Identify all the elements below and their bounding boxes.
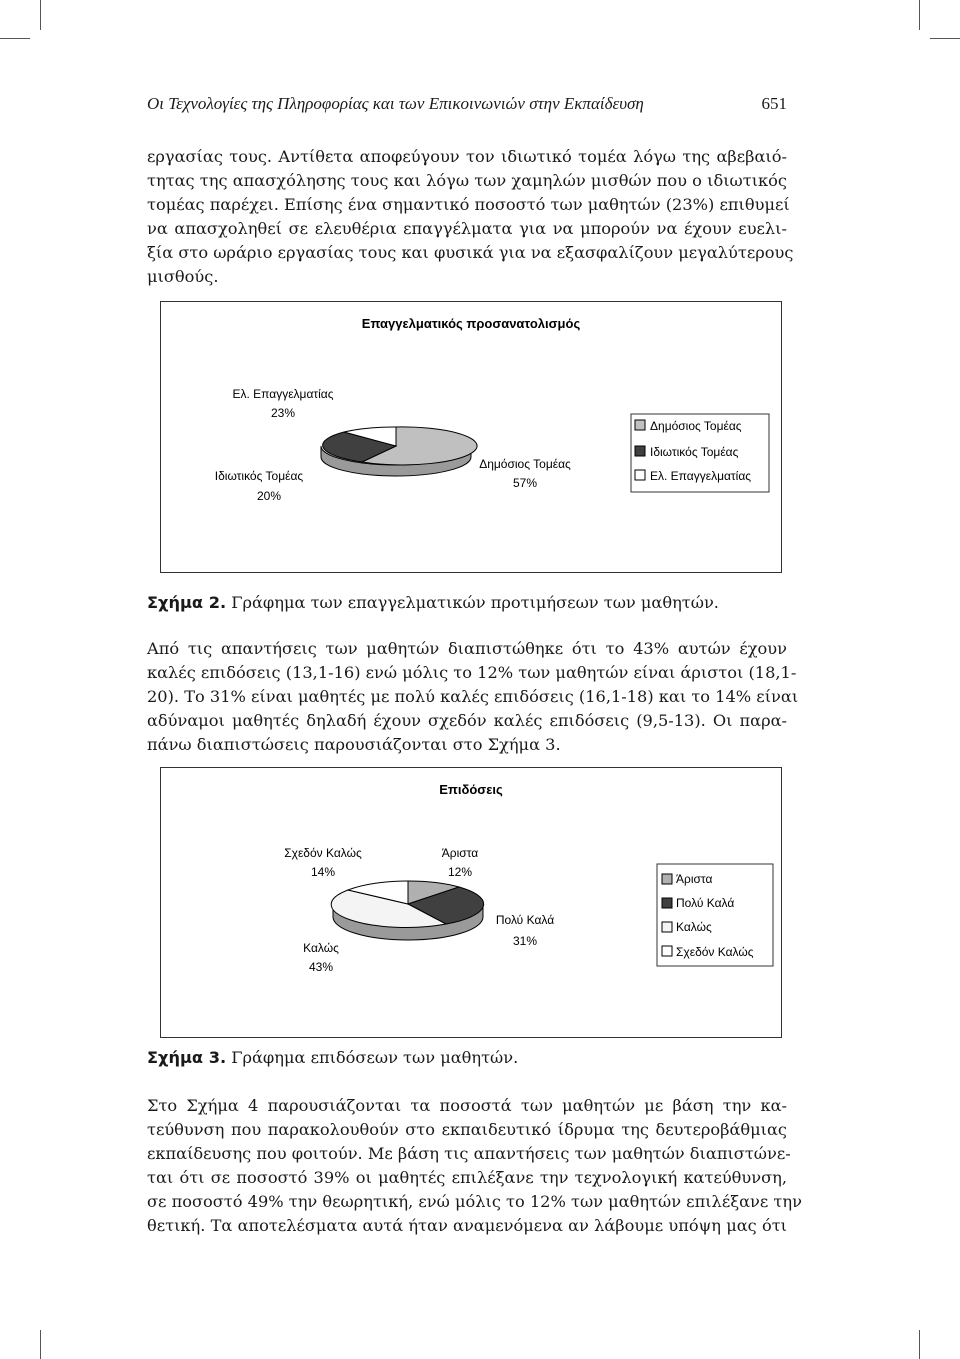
text-line: σε ποσοστό 49% την θεωρητική, ενώ μόλις το 12% των μαθητών επιλέξανε την [147, 1192, 802, 1211]
crop-mark [40, 1330, 41, 1359]
label-freelance: Ελ. Επαγγελματίας [232, 387, 334, 401]
figure-2-caption [147, 593, 719, 612]
text-line: θετική. Τα αποτελέσματα αυτά ήταν αναμενόμενα αν λάβουμε υπόψη μας ότι [147, 1216, 787, 1235]
label-good: Καλώς [303, 941, 339, 955]
crop-mark [919, 1330, 920, 1359]
pie-2-group [331, 881, 483, 940]
legend-swatch-public [635, 420, 645, 430]
value-good: 43% [308, 960, 334, 974]
legend-swatch-freelance [635, 470, 645, 480]
caption-text: Γράφημα επιδόσεων των μαθητών. [226, 1048, 519, 1067]
pie-chart-2 [161, 768, 781, 1037]
legend-label-public: Δημόσιος Τομέας [650, 419, 742, 433]
legend-swatch-private [635, 446, 645, 456]
crop-mark [930, 38, 960, 39]
value-public: 57% [512, 476, 538, 490]
legend-label-good: Καλώς [676, 920, 712, 934]
paragraph-3 [147, 1094, 802, 1238]
chart-performance [160, 767, 782, 1038]
caption-label: Σχήμα 2. [147, 593, 227, 612]
paragraph-1 [147, 145, 794, 289]
text-line: πάνω διαπιστώσεις παρουσιάζονται στο Σχήμα 3. [147, 735, 561, 754]
crop-mark [40, 0, 41, 30]
text-line: Στο Σχήμα 4 παρουσιάζονται τα ποσοστά των μαθητών με βάση την κα- [147, 1096, 787, 1115]
label-excellent: Άριστα [441, 846, 479, 860]
chart-vocational-orientation [160, 301, 782, 573]
legend-label-very-good: Πολύ Καλά [676, 896, 735, 910]
value-private: 20% [256, 489, 282, 503]
caption-label: Σχήμα 3. [147, 1048, 227, 1067]
label-private: Ιδιωτικός Τομέας [214, 469, 304, 483]
legend-label-excellent: Άριστα [676, 872, 713, 886]
value-very-good: 31% [512, 934, 538, 948]
chart-legend [657, 864, 773, 966]
pie-1-group [321, 427, 477, 476]
value-almost-good: 14% [310, 865, 336, 879]
crop-mark [919, 0, 920, 30]
page-number: 651 [761, 94, 787, 113]
chart-legend [631, 414, 769, 492]
chart-title: Επαγγελματικός προσανατολισμός [361, 316, 581, 331]
text-line: τητας της απασχόλησης τους και λόγω των χαμηλών μισθών που ο ιδιωτικός [147, 171, 787, 190]
text-line: 20). Το 31% είναι μαθητές με πολύ καλές επιδόσεις (16,1-18) και το 14% είναι [147, 687, 799, 706]
caption-text: Γράφημα των επαγγελματικών προτιμήσεων των μαθητών. [226, 593, 719, 612]
label-very-good: Πολύ Καλά [495, 913, 555, 927]
text-line: Από τις απαντήσεις των μαθητών διαπιστώθηκε ότι το 43% αυτών έχουν [147, 639, 787, 658]
legend-swatch-excellent [662, 874, 672, 884]
value-freelance: 23% [270, 406, 296, 420]
legend-swatch-almost-good [662, 946, 672, 956]
paragraph-2 [147, 637, 799, 757]
legend-swatch-good [662, 922, 672, 932]
text-line: ται ότι σε ποσοστό 39% οι μαθητές επιλέξανε την τεχνολογική κατεύθυνση, [147, 1168, 787, 1187]
text-line: εκπαίδευσης που φοιτούν. Με βάση τις απαντήσεις των μαθητών διαπιστώνε- [147, 1144, 791, 1163]
text-line: τομέας παρέχει. Επίσης ένα σημαντικό ποσοστό των μαθητών (23%) επιθυμεί [147, 195, 790, 214]
text-line: εργασίας τους. Αντίθετα αποφεύγουν τον ιδιωτικό τομέα λόγω της αβεβαιό- [147, 147, 787, 166]
header-title: Οι Τεχνολογίες της Πληροφορίας και των Επικοινωνιών στην Εκπαίδευση [147, 94, 644, 113]
text-line: ξία στο ωράριο εργασίας τους και φυσικά για να εξασφαλίζουν μεγαλύτερους [147, 243, 794, 262]
chart-title: Επιδόσεις [439, 782, 503, 797]
text-line: μισθούς. [147, 267, 219, 286]
crop-mark [0, 38, 30, 39]
pie-chart-1 [161, 302, 781, 572]
legend-label-almost-good: Σχεδόν Καλώς [676, 945, 754, 959]
legend-label-freelance: Ελ. Επαγγελματίας [650, 469, 752, 483]
text-line: να απασχοληθεί σε ελευθέρια επαγγέλματα για να μπορούν να έχουν ευελι- [147, 219, 787, 238]
text-line: τεύθυνση που παρακολουθούν στο εκπαιδευτικό ίδρυμα της δευτεροβάθμιας [147, 1120, 787, 1139]
label-almost-good: Σχεδόν Καλώς [284, 846, 362, 860]
legend-swatch-very-good [662, 898, 672, 908]
text-line: καλές επιδόσεις (13,1-16) ενώ μόλις το 12% των μαθητών είναι άριστοι (18,1- [147, 663, 797, 682]
figure-3-caption [147, 1048, 518, 1067]
text-line: αδύναμοι μαθητές δηλαδή έχουν σχεδόν καλές επιδόσεις (9,5-13). Οι παρα- [147, 711, 787, 730]
value-excellent: 12% [447, 865, 473, 879]
running-header [147, 94, 787, 114]
label-public: Δημόσιος Τομέας [479, 457, 571, 471]
legend-label-private: Ιδιωτικός Τομέας [650, 445, 739, 459]
